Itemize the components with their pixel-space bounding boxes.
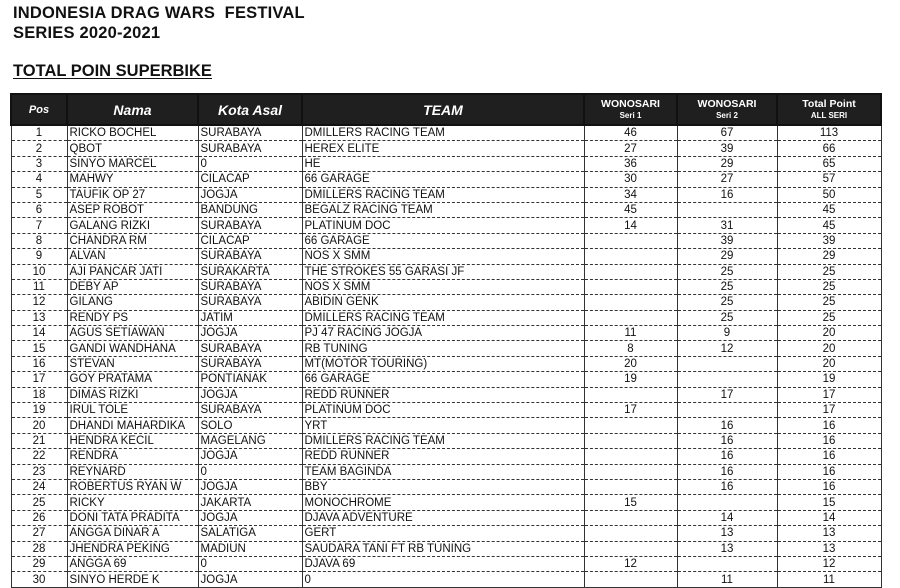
cell-nama: RENDY PS bbox=[67, 310, 198, 325]
seri2-sub-label: Seri 2 bbox=[716, 110, 738, 120]
seri1-sub-label: Seri 1 bbox=[619, 110, 642, 120]
cell-seri2: 27 bbox=[677, 172, 777, 187]
cell-team: TEAM BAGINDA bbox=[302, 464, 584, 479]
table-row bbox=[11, 233, 881, 248]
cell-nama: TAUFIK OP 27 bbox=[67, 187, 198, 202]
cell-team: DMILLERS RACING TEAM bbox=[302, 125, 584, 141]
cell-pos: 17 bbox=[11, 372, 67, 387]
cell-team: DMILLERS RACING TEAM bbox=[302, 310, 584, 325]
cell-pos: 9 bbox=[11, 249, 67, 264]
cell-pos: 7 bbox=[11, 218, 67, 233]
cell-nama: ALVAN bbox=[67, 249, 198, 264]
header-row bbox=[11, 94, 881, 125]
cell-seri1: 19 bbox=[584, 372, 677, 387]
title-line-1: INDONESIA DRAG WARS FESTIVAL bbox=[13, 4, 305, 22]
cell-seri2: 25 bbox=[677, 264, 777, 279]
cell-seri2: 39 bbox=[677, 233, 777, 248]
table-row bbox=[11, 125, 881, 141]
cell-kota: SOLO bbox=[198, 418, 302, 433]
cell-seri2 bbox=[677, 202, 777, 217]
cell-kota: BANDUNG bbox=[198, 202, 302, 217]
cell-nama: MAHWY bbox=[67, 172, 198, 187]
seri1-label: WONOSARI bbox=[601, 97, 660, 110]
table-row bbox=[11, 310, 881, 325]
cell-kota: JOGJA bbox=[198, 510, 302, 525]
cell-pos: 22 bbox=[11, 449, 67, 464]
cell-seri2: 25 bbox=[677, 295, 777, 310]
cell-seri2 bbox=[677, 556, 777, 571]
cell-nama: DIMAS RIZKI bbox=[67, 387, 198, 402]
cell-total: 45 bbox=[777, 218, 881, 233]
cell-pos: 3 bbox=[11, 156, 67, 171]
cell-kota: SURABAYA bbox=[198, 403, 302, 418]
cell-pos: 26 bbox=[11, 510, 67, 525]
cell-seri1 bbox=[584, 310, 677, 325]
seri2-label: WONOSARI bbox=[697, 97, 757, 110]
col-header-total bbox=[777, 94, 881, 125]
cell-seri1: 20 bbox=[584, 356, 677, 371]
cell-nama: SINYO MARCEL bbox=[67, 156, 198, 171]
cell-seri2: 31 bbox=[677, 218, 777, 233]
table-row bbox=[11, 464, 881, 479]
cell-seri2: 13 bbox=[677, 526, 777, 541]
col-header-seri1 bbox=[584, 94, 677, 125]
cell-team: BEGALZ RACING TEAM bbox=[302, 202, 584, 217]
cell-seri1 bbox=[584, 279, 677, 294]
cell-kota: JOGJA bbox=[198, 479, 302, 494]
table-row bbox=[11, 187, 881, 202]
cell-kota: PONTIANAK bbox=[198, 372, 302, 387]
cell-total: 16 bbox=[777, 418, 881, 433]
cell-kota: CILACAP bbox=[198, 233, 302, 248]
cell-seri2: 9 bbox=[677, 326, 777, 341]
cell-team: 66 GARAGE bbox=[302, 233, 584, 248]
cell-team: THE STROKES 55 GARASI JF bbox=[302, 264, 584, 279]
cell-total: 13 bbox=[777, 541, 881, 556]
cell-nama: AGUS SETIAWAN bbox=[67, 326, 198, 341]
cell-seri2: 16 bbox=[677, 418, 777, 433]
cell-pos: 1 bbox=[11, 125, 67, 141]
table-row bbox=[11, 556, 881, 571]
cell-total: 25 bbox=[777, 310, 881, 325]
cell-seri2: 16 bbox=[677, 479, 777, 494]
cell-total: 15 bbox=[777, 495, 881, 510]
cell-pos: 10 bbox=[11, 264, 67, 279]
cell-nama: REYNARD bbox=[67, 464, 198, 479]
cell-nama: GOY PRATAMA bbox=[67, 372, 198, 387]
cell-team: YRT bbox=[302, 418, 584, 433]
table-row bbox=[11, 249, 881, 264]
cell-total: 25 bbox=[777, 295, 881, 310]
cell-team: RB TUNING bbox=[302, 341, 584, 356]
cell-total: 19 bbox=[777, 372, 881, 387]
cell-nama: RICKY bbox=[67, 495, 198, 510]
cell-seri2: 13 bbox=[677, 541, 777, 556]
cell-pos: 30 bbox=[11, 572, 67, 587]
cell-total: 20 bbox=[777, 356, 881, 371]
cell-seri1: 14 bbox=[584, 218, 677, 233]
cell-total: 57 bbox=[777, 172, 881, 187]
cell-pos: 16 bbox=[11, 356, 67, 371]
cell-kota: SURABAYA bbox=[198, 279, 302, 294]
cell-total: 20 bbox=[777, 326, 881, 341]
cell-pos: 21 bbox=[11, 433, 67, 448]
cell-nama: JHENDRA PEKING bbox=[67, 541, 198, 556]
cell-pos: 4 bbox=[11, 172, 67, 187]
cell-team: ABIDIN GENK bbox=[302, 295, 584, 310]
cell-pos: 20 bbox=[11, 418, 67, 433]
cell-total: 25 bbox=[777, 279, 881, 294]
cell-seri2 bbox=[677, 495, 777, 510]
cell-pos: 23 bbox=[11, 464, 67, 479]
cell-nama: IRUL TOLE bbox=[67, 403, 198, 418]
cell-pos: 15 bbox=[11, 341, 67, 356]
cell-team: DMILLERS RACING TEAM bbox=[302, 187, 584, 202]
cell-kota: MADIUN bbox=[198, 541, 302, 556]
table-row bbox=[11, 172, 881, 187]
cell-team: MONOCHROME bbox=[302, 495, 584, 510]
cell-seri1 bbox=[584, 572, 677, 587]
col-header-kota: Kota Asal bbox=[198, 94, 302, 125]
cell-team: NOS X SMM bbox=[302, 249, 584, 264]
cell-team: REDD RUNNER bbox=[302, 449, 584, 464]
cell-nama: QBOT bbox=[67, 141, 198, 156]
table-row bbox=[11, 418, 881, 433]
cell-team: SAUDARA TANI FT RB TUNING bbox=[302, 541, 584, 556]
cell-kota: SURABAYA bbox=[198, 141, 302, 156]
cell-total: 11 bbox=[777, 572, 881, 587]
cell-seri1: 34 bbox=[584, 187, 677, 202]
table-row bbox=[11, 279, 881, 294]
table-row bbox=[11, 526, 881, 541]
cell-seri1 bbox=[584, 510, 677, 525]
cell-kota: CILACAP bbox=[198, 172, 302, 187]
table-row bbox=[11, 264, 881, 279]
cell-total: 17 bbox=[777, 387, 881, 402]
cell-pos: 12 bbox=[11, 295, 67, 310]
cell-seri1: 11 bbox=[584, 326, 677, 341]
cell-pos: 27 bbox=[11, 526, 67, 541]
cell-nama: SINYO HERDE K bbox=[67, 572, 198, 587]
cell-seri2: 12 bbox=[677, 341, 777, 356]
cell-kota: SURAKARTA bbox=[198, 264, 302, 279]
table-row bbox=[11, 449, 881, 464]
total-label: Total Point bbox=[802, 97, 856, 110]
cell-team: PJ 47 RACING JOGJA bbox=[302, 326, 584, 341]
cell-pos: 2 bbox=[11, 141, 67, 156]
col-header-pos: Pos bbox=[11, 94, 67, 125]
cell-nama: DHANDI MAHARDIKA bbox=[67, 418, 198, 433]
cell-kota: JATIM bbox=[198, 310, 302, 325]
cell-nama: GALANG RIZKI bbox=[67, 218, 198, 233]
cell-total: 16 bbox=[777, 464, 881, 479]
cell-seri1: 17 bbox=[584, 403, 677, 418]
cell-kota: MAGELANG bbox=[198, 433, 302, 448]
cell-seri1 bbox=[584, 233, 677, 248]
cell-team: 66 GARAGE bbox=[302, 372, 584, 387]
cell-team: DMILLERS RACING TEAM bbox=[302, 433, 584, 448]
total-sub-label: ALL SERI bbox=[810, 110, 848, 120]
cell-team: NOS X SMM bbox=[302, 279, 584, 294]
cell-team: MT(MOTOR TOURING) bbox=[302, 356, 584, 371]
cell-nama: DEBY AP bbox=[67, 279, 198, 294]
cell-pos: 18 bbox=[11, 387, 67, 402]
table-row bbox=[11, 295, 881, 310]
cell-kota: SURABAYA bbox=[198, 356, 302, 371]
cell-pos: 6 bbox=[11, 202, 67, 217]
col-header-nama: Nama bbox=[67, 94, 198, 125]
table-row bbox=[11, 572, 881, 587]
cell-total: 17 bbox=[777, 403, 881, 418]
standings-table bbox=[10, 93, 882, 588]
cell-total: 16 bbox=[777, 449, 881, 464]
cell-team: DJAVA 69 bbox=[302, 556, 584, 571]
table-row bbox=[11, 156, 881, 171]
table-row bbox=[11, 541, 881, 556]
cell-seri2: 14 bbox=[677, 510, 777, 525]
cell-nama: ANGGA 69 bbox=[67, 556, 198, 571]
cell-nama: CHANDRA RM bbox=[67, 233, 198, 248]
cell-team: 66 GARAGE bbox=[302, 172, 584, 187]
cell-total: 50 bbox=[777, 187, 881, 202]
cell-seri1: 8 bbox=[584, 341, 677, 356]
cell-seri1: 27 bbox=[584, 141, 677, 156]
cell-seri1 bbox=[584, 264, 677, 279]
document-title bbox=[13, 3, 305, 43]
cell-nama: HENDRA KECIL bbox=[67, 433, 198, 448]
cell-pos: 29 bbox=[11, 556, 67, 571]
cell-seri1 bbox=[584, 526, 677, 541]
cell-seri1 bbox=[584, 418, 677, 433]
cell-seri1: 46 bbox=[584, 125, 677, 141]
cell-seri2: 17 bbox=[677, 387, 777, 402]
table-row bbox=[11, 218, 881, 233]
cell-total: 65 bbox=[777, 156, 881, 171]
cell-team: HE bbox=[302, 156, 584, 171]
cell-team: GERT bbox=[302, 526, 584, 541]
table-row bbox=[11, 341, 881, 356]
cell-team: HEREX ELITE bbox=[302, 141, 584, 156]
cell-kota: JAKARTA bbox=[198, 495, 302, 510]
cell-pos: 13 bbox=[11, 310, 67, 325]
cell-kota: SURABAYA bbox=[198, 218, 302, 233]
cell-seri2: 39 bbox=[677, 141, 777, 156]
cell-total: 25 bbox=[777, 264, 881, 279]
cell-seri2: 29 bbox=[677, 156, 777, 171]
cell-team: PLATINUM DOC bbox=[302, 403, 584, 418]
cell-seri2: 11 bbox=[677, 572, 777, 587]
cell-kota: 0 bbox=[198, 464, 302, 479]
cell-seri2: 16 bbox=[677, 449, 777, 464]
cell-nama: DONI TATA PRADITA bbox=[67, 510, 198, 525]
cell-kota: SURABAYA bbox=[198, 125, 302, 141]
cell-total: 45 bbox=[777, 202, 881, 217]
cell-pos: 8 bbox=[11, 233, 67, 248]
table-row bbox=[11, 495, 881, 510]
cell-kota: JOGJA bbox=[198, 387, 302, 402]
cell-kota: JOGJA bbox=[198, 572, 302, 587]
cell-seri1: 36 bbox=[584, 156, 677, 171]
cell-seri2: 16 bbox=[677, 433, 777, 448]
cell-team: REDD RUNNER bbox=[302, 387, 584, 402]
cell-seri2: 16 bbox=[677, 464, 777, 479]
cell-seri2: 16 bbox=[677, 187, 777, 202]
cell-pos: 11 bbox=[11, 279, 67, 294]
cell-nama: ROBERTUS RYAN W bbox=[67, 479, 198, 494]
cell-nama: RICKO BOCHEL bbox=[67, 125, 198, 141]
cell-total: 14 bbox=[777, 510, 881, 525]
cell-kota: JOGJA bbox=[198, 326, 302, 341]
cell-seri2: 25 bbox=[677, 310, 777, 325]
cell-total: 66 bbox=[777, 141, 881, 156]
cell-pos: 28 bbox=[11, 541, 67, 556]
cell-pos: 24 bbox=[11, 479, 67, 494]
cell-pos: 19 bbox=[11, 403, 67, 418]
cell-seri2: 67 bbox=[677, 125, 777, 141]
cell-total: 16 bbox=[777, 433, 881, 448]
cell-seri1 bbox=[584, 249, 677, 264]
table-row bbox=[11, 433, 881, 448]
cell-pos: 5 bbox=[11, 187, 67, 202]
cell-kota: 0 bbox=[198, 556, 302, 571]
cell-kota: JOGJA bbox=[198, 187, 302, 202]
cell-nama: ASEP ROBOT bbox=[67, 202, 198, 217]
cell-seri1: 12 bbox=[584, 556, 677, 571]
col-header-team: TEAM bbox=[302, 94, 584, 125]
cell-seri1: 45 bbox=[584, 202, 677, 217]
cell-kota: SURABAYA bbox=[198, 295, 302, 310]
table-row bbox=[11, 479, 881, 494]
cell-seri1 bbox=[584, 479, 677, 494]
table-row bbox=[11, 510, 881, 525]
cell-seri1 bbox=[584, 464, 677, 479]
table-row bbox=[11, 202, 881, 217]
cell-kota: SALATIGA bbox=[198, 526, 302, 541]
col-header-seri2 bbox=[677, 94, 777, 125]
cell-team: 0 bbox=[302, 572, 584, 587]
cell-seri1 bbox=[584, 449, 677, 464]
cell-seri1 bbox=[584, 295, 677, 310]
cell-seri2 bbox=[677, 356, 777, 371]
table-row bbox=[11, 403, 881, 418]
cell-kota: SURABAYA bbox=[198, 249, 302, 264]
cell-nama: RENDRA bbox=[67, 449, 198, 464]
cell-seri2: 25 bbox=[677, 279, 777, 294]
cell-kota: SURABAYA bbox=[198, 341, 302, 356]
cell-seri1: 15 bbox=[584, 495, 677, 510]
cell-team: PLATINUM DOC bbox=[302, 218, 584, 233]
cell-seri1 bbox=[584, 387, 677, 402]
cell-team: DJAVA ADVENTURE bbox=[302, 510, 584, 525]
cell-kota: JOGJA bbox=[198, 449, 302, 464]
cell-total: 113 bbox=[777, 125, 881, 141]
cell-seri1 bbox=[584, 433, 677, 448]
cell-nama: GANDI WANDHANA bbox=[67, 341, 198, 356]
cell-seri2 bbox=[677, 403, 777, 418]
cell-seri1 bbox=[584, 541, 677, 556]
cell-total: 29 bbox=[777, 249, 881, 264]
cell-seri2 bbox=[677, 372, 777, 387]
cell-nama: STEVAN bbox=[67, 356, 198, 371]
cell-total: 13 bbox=[777, 526, 881, 541]
cell-total: 20 bbox=[777, 341, 881, 356]
cell-total: 12 bbox=[777, 556, 881, 571]
cell-seri2: 29 bbox=[677, 249, 777, 264]
table-row bbox=[11, 326, 881, 341]
table-row bbox=[11, 387, 881, 402]
cell-team: BBY bbox=[302, 479, 584, 494]
cell-nama: GILANG bbox=[67, 295, 198, 310]
table-row bbox=[11, 356, 881, 371]
cell-nama: ANGGA DINAR A bbox=[67, 526, 198, 541]
cell-seri1: 30 bbox=[584, 172, 677, 187]
table-subtitle: TOTAL POIN SUPERBIKE bbox=[13, 62, 212, 80]
cell-pos: 14 bbox=[11, 326, 67, 341]
cell-kota: 0 bbox=[198, 156, 302, 171]
cell-total: 39 bbox=[777, 233, 881, 248]
title-line-2: SERIES 2020-2021 bbox=[13, 24, 161, 42]
cell-nama: AJI PANCAR JATI bbox=[67, 264, 198, 279]
cell-pos: 25 bbox=[11, 495, 67, 510]
table-row bbox=[11, 141, 881, 156]
table-row bbox=[11, 372, 881, 387]
cell-total: 16 bbox=[777, 479, 881, 494]
